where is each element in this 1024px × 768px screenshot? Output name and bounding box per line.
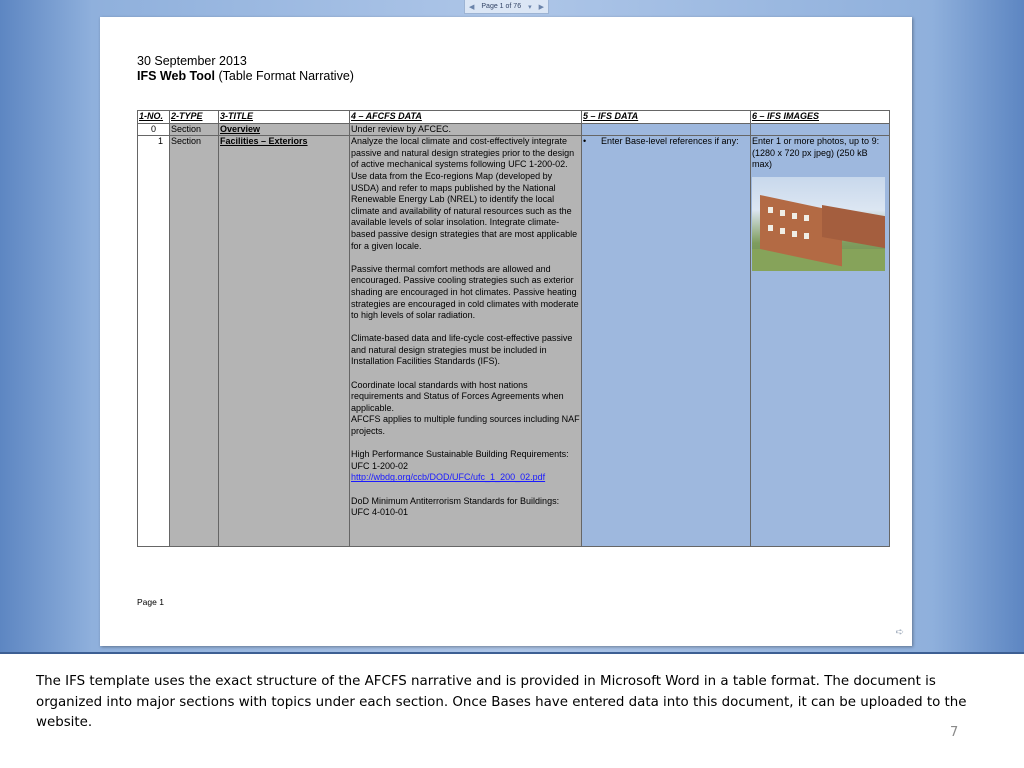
document-title [137, 69, 354, 83]
photo-window [804, 215, 809, 221]
photo-window [804, 233, 809, 239]
afcfs-data-cell [350, 136, 582, 547]
ifs-data-cell[interactable] [582, 123, 751, 136]
row-title: Facilities – Exteriors [219, 136, 350, 547]
afcfs-paragraph: High Performance Sustainable Building Requirements: UFC 1-200-02 [351, 449, 569, 471]
row-type: Section [170, 136, 219, 547]
slide-caption: The IFS template uses the exact structure of the AFCFS narrative and is provided in Microsoft Word in a table format. The document is organized into major sections with topics under each section. Once Bases have entered data into this document, it can be uploaded to the website. [36, 674, 967, 730]
page-navigator[interactable] [464, 0, 549, 14]
afcfs-paragraph: Climate-based data and life-cycle cost-effective passive and natural design strategies must be included in Installation Facilities Standards (IFS). [351, 333, 573, 367]
table-row [138, 123, 890, 136]
photo-window [780, 228, 785, 234]
column-header: 1-NO. [138, 111, 170, 124]
photo-window [792, 231, 797, 237]
afcfs-paragraph: AFCFS applies to multiple funding sources including NAF projects. [351, 414, 580, 437]
photo-window [792, 213, 797, 219]
photo-window [780, 210, 785, 216]
table-row [138, 136, 890, 547]
document-title-rest: (Table Format Narrative) [215, 69, 354, 83]
document-date: 30 September 2013 [137, 54, 247, 68]
page-corner-arrow-icon[interactable]: ➪ [895, 627, 904, 638]
ufc-link[interactable] [351, 472, 580, 484]
row-number: 1 [138, 136, 170, 547]
ifs-images-cell[interactable] [751, 136, 890, 547]
row-type: Section [170, 123, 219, 136]
images-instructions: Enter 1 or more photos, up to 9: (1280 x 720 px jpeg) (250 kB max) [752, 136, 880, 170]
page-footer: Page 1 [137, 597, 164, 607]
column-header: 3-TITLE [219, 111, 350, 124]
ifs-data-cell[interactable] [582, 136, 751, 547]
afcfs-paragraph: Passive thermal comfort methods are allowed and encouraged. Passive cooling strategies such as exterior shading are encouraged in hot climates. Passive heating strategies are encouraged in cold climates with moderate to high levels of solar radiation. [351, 263, 579, 321]
building-photo [752, 177, 885, 271]
column-header: 4 – AFCFS DATA [350, 111, 582, 124]
photo-window [768, 225, 773, 231]
document-title-bold: IFS Web Tool [137, 69, 216, 83]
ifs-images-cell[interactable] [751, 123, 890, 136]
previous-page-icon[interactable]: ◀ [469, 3, 475, 11]
ifs-bullet-item [583, 136, 749, 148]
column-header: 6 – IFS IMAGES [751, 111, 890, 124]
document-page [100, 17, 912, 646]
narrative-table [137, 110, 890, 547]
page-indicator: Page 1 of 76 [481, 3, 522, 10]
afcfs-paragraph: Coordinate local standards with host nations requirements and Status of Forces Agreements when applicable. [351, 379, 564, 413]
afcfs-data-cell: Under review by AFCEC. [350, 123, 582, 136]
row-title: Overview [219, 123, 350, 136]
next-page-icon[interactable]: ▶ [538, 3, 544, 11]
bullet-icon: • [583, 136, 587, 147]
photo-window [768, 207, 773, 213]
table-header-row [138, 111, 890, 124]
slide-number: 7 [950, 725, 959, 740]
column-header: 2-TYPE [170, 111, 219, 124]
ifs-bullet-text: Enter Base-level references if any: [601, 136, 739, 147]
afcfs-paragraph: Analyze the local climate and cost-effectively integrate passive and natural design strategies prior to the design of active mechanical systems following UFC 1-200-02. Use data from the Eco-regions Map (developed by USDA) and refer to maps published by the National Renewable Energy Lab (NREL) to identify the local climate and availability of natural resources such as the available levels of solar insolation. Integrate climate-based passive design strategies that are most applicable for a given locale. [351, 136, 578, 251]
afcfs-paragraph: DoD Minimum Antiterrorism Standards for Buildings: UFC 4-010-01 [351, 495, 560, 518]
row-number: 0 [138, 123, 170, 136]
column-header: 5 – IFS DATA [582, 111, 751, 124]
chevron-down-icon[interactable]: ▾ [528, 3, 532, 11]
ufc-link-text[interactable]: http://wbdg.org/ccb/DOD/UFC/ufc_1_200_02.pdf [351, 472, 546, 483]
